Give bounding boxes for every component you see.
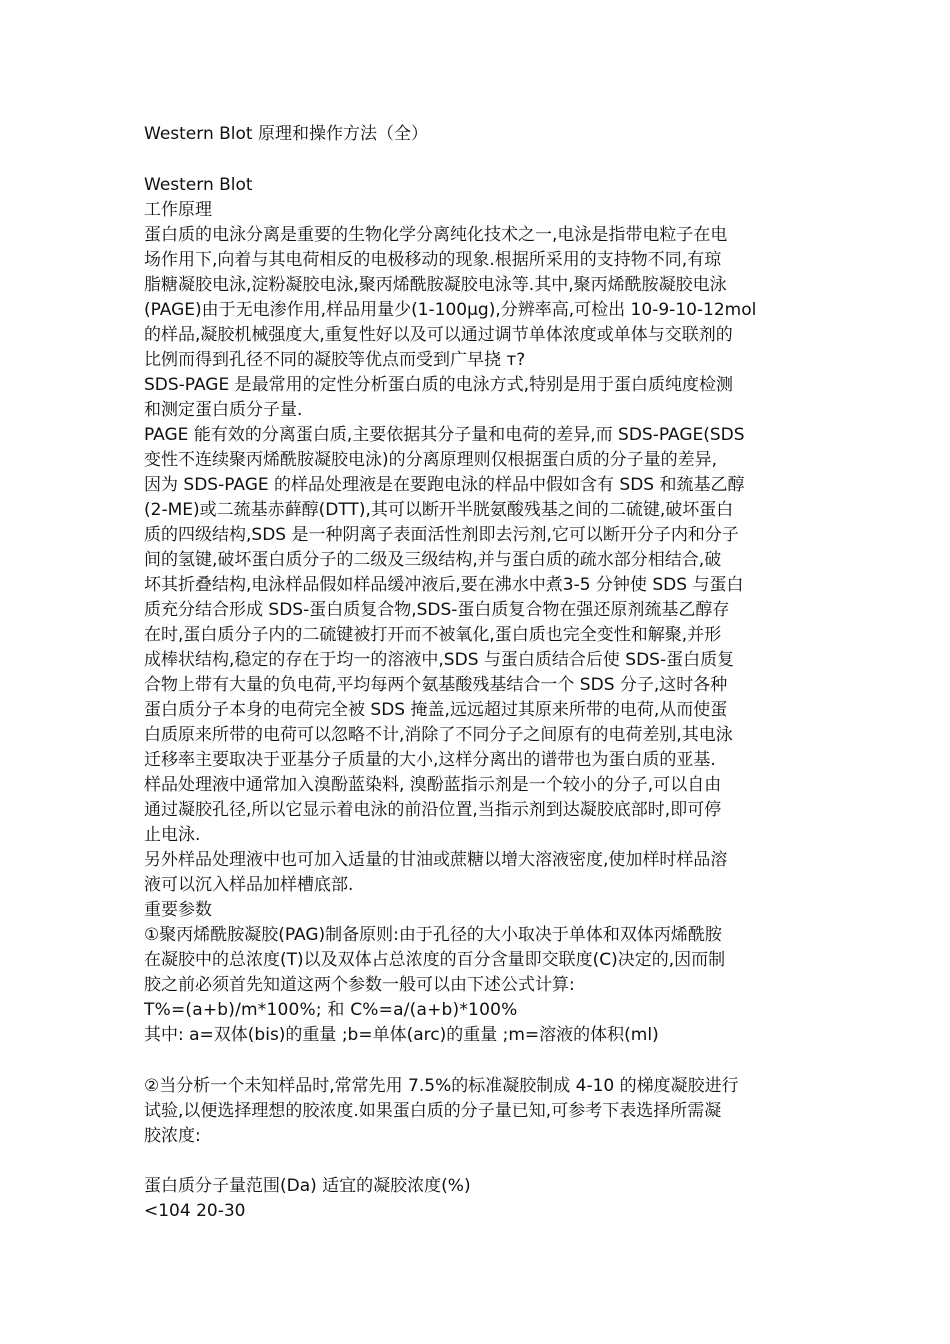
section-heading-parameters: 重要参数 — [144, 900, 212, 920]
text-line: PAGE 能有效的分离蛋白质,主要依据其分子量和电荷的差异,而 SDS-PAGE(SDS — [144, 425, 745, 445]
text-line: 脂糖凝胶电泳,淀粉凝胶电泳,聚丙烯酰胺凝胶电泳等.其中,聚丙烯酰胺凝胶电泳 — [144, 275, 727, 295]
text-line: (2-ME)或二巯基赤藓醇(DTT),其可以断开半胱氨酸残基之间的二硫键,破坏蛋白 — [144, 500, 734, 520]
document-title: Western Blot 原理和操作方法（全） — [144, 124, 428, 144]
text-line: 质的四级结构,SDS 是一种阴离子表面活性剂即去污剂,它可以断开分子内和分子 — [144, 525, 739, 545]
spacer — [144, 147, 812, 173]
text-line: 因为 SDS-PAGE 的样品处理液是在要跑电泳的样品中假如含有 SDS 和巯基乙醇 — [144, 475, 745, 495]
formula-note: 其中: a=双体(bis)的重量 ;b=单体(arc)的重量 ;m=溶液的体积(ml) — [144, 1025, 659, 1045]
paragraph-bromophenol-blue — [144, 773, 812, 848]
text-line: SDS-PAGE 是最常用的定性分析蛋白质的电泳方式,特别是用于蛋白质纯度检测 — [144, 375, 734, 395]
table-row: <104 20-30 — [144, 1201, 246, 1221]
text-line: ②当分析一个未知样品时,常常先用 7.5%的标准凝胶制成 4-10 的梯度凝胶进行 — [144, 1076, 739, 1096]
text-line: 迁移率主要取决于亚基分子质量的大小,这样分离出的谱带也为蛋白质的亚基. — [144, 750, 716, 770]
text-line: 另外样品处理液中也可加入适量的甘油或蔗糖以增大溶液密度,使加样时样品溶 — [144, 850, 728, 870]
text-line: 在时,蛋白质分子内的二硫键被打开而不被氧化,蛋白质也完全变性和解聚,并形 — [144, 625, 722, 645]
text-line: 成棒状结构,稳定的存在于均一的溶液中,SDS 与蛋白质结合后使 SDS-蛋白质复 — [144, 650, 735, 670]
text-line: 在凝胶中的总浓度(T)以及双体占总浓度的百分含量即交联度(C)决定的,因而制 — [144, 950, 726, 970]
text-line: 白质原来所带的电荷可以忽略不计,消除了不同分子之间原有的电荷差别,其电泳 — [144, 725, 733, 745]
text-line: 质充分结合形成 SDS-蛋白质复合物,SDS-蛋白质复合物在强还原剂巯基乙醇存 — [144, 600, 730, 620]
paragraph-glycerol — [144, 848, 812, 898]
text-line: 和测定蛋白质分子量. — [144, 400, 303, 420]
text-line: 胶浓度: — [144, 1126, 201, 1146]
document-page — [144, 122, 812, 1224]
table-header: 蛋白质分子量范围(Da) 适宜的凝胶浓度(%) — [144, 1176, 471, 1196]
formula: T%=(a+b)/m*100%; 和 C%=a/(a+b)*100% — [144, 1000, 518, 1020]
section-heading-principle: 工作原理 — [144, 200, 212, 220]
paragraph-sds-page — [144, 373, 812, 423]
text-line: 止电泳. — [144, 825, 201, 845]
paragraph-intro — [144, 223, 812, 373]
text-line: 坏其折叠结构,电泳样品假如样品缓冲液后,要在沸水中煮3-5 分钟使 SDS 与蛋白 — [144, 575, 744, 595]
text-line: 的样品,凝胶机械强度大,重复性好以及可以通过调节单体浓度或单体与交联剂的 — [144, 325, 733, 345]
text-line: 变性不连续聚丙烯酰胺凝胶电泳)的分离原理则仅根据蛋白质的分子量的差异, — [144, 450, 718, 470]
paragraph-gel-preparation — [144, 923, 812, 998]
text-line: 蛋白质分子本身的电荷完全被 SDS 掩盖,远远超过其原来所带的电荷,从而使蛋 — [144, 700, 728, 720]
paragraph-unknown-sample — [144, 1074, 812, 1149]
document-heading: Western Blot — [144, 175, 253, 195]
text-line: ①聚丙烯酰胺凝胶(PAG)制备原则:由于孔径的大小取决于单体和双体丙烯酰胺 — [144, 925, 722, 945]
text-line: 合物上带有大量的负电荷,平均每两个氨基酸残基结合一个 SDS 分子,这时各种 — [144, 675, 728, 695]
text-line: 蛋白质的电泳分离是重要的生物化学分离纯化技术之一,电泳是指带电粒子在电 — [144, 225, 728, 245]
text-line: (PAGE)由于无电渗作用,样品用量少(1-100μg),分辨率高,可检出 10-9-10-12mol — [144, 300, 757, 320]
text-line: 试验,以便选择理想的胶浓度.如果蛋白质的分子量已知,可参考下表选择所需凝 — [144, 1101, 722, 1121]
text-line: 通过凝胶孔径,所以它显示着电泳的前沿位置,当指示剂到达凝胶底部时,即可停 — [144, 800, 722, 820]
text-line: 液可以沉入样品加样槽底部. — [144, 875, 354, 895]
text-line: 间的氢键,破坏蛋白质分子的二级及三级结构,并与蛋白质的疏水部分相结合,破 — [144, 550, 722, 570]
spacer — [144, 1048, 812, 1073]
text-line: 场作用下,向着与其电荷相反的电极移动的现象.根据所采用的支持物不同,有琼 — [144, 250, 722, 270]
text-line: 比例而得到孔径不同的凝胶等优点而受到广早挠 т? — [144, 350, 526, 370]
text-line: 胶之前必须首先知道这两个参数一般可以由下述公式计算: — [144, 975, 575, 995]
text-line: 样品处理液中通常加入溴酚蓝染料, 溴酚蓝指示剂是一个较小的分子,可以自由 — [144, 775, 722, 795]
spacer — [144, 1149, 812, 1174]
paragraph-separation-principle — [144, 423, 812, 773]
